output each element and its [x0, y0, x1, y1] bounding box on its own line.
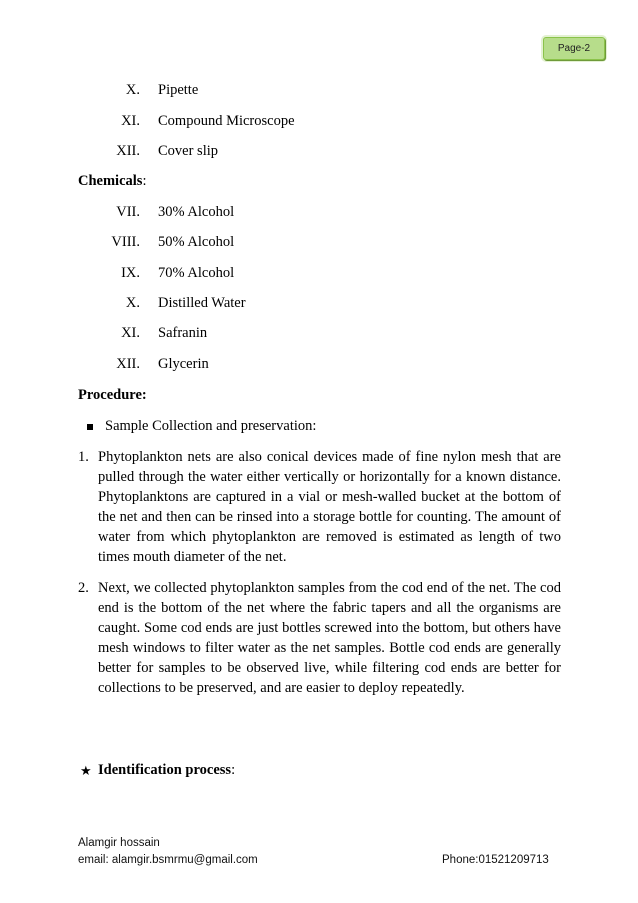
footer-author: Alamgir hossain [78, 837, 160, 849]
footer-email: email: alamgir.bsmrmu@gmail.com [78, 854, 258, 866]
step-number: 1. [78, 449, 89, 465]
procedure-step-paragraph: Next, we collected phytoplankton samples from the cod end of the net. The cod end is the bottom of the net where the fabric tapers and all the organisms are caught. Some cod ends are just bottles screwed into the bottom, but others have mesh windows to filter water as the net samples. Bottle cod ends are generally better for samples to be observed live, while filtering cod ends are better for collections to be preserved, and are easier to deploy repeatedly. [98, 580, 561, 696]
list-number: X. [125, 82, 140, 98]
list-item: Cover slip [158, 143, 219, 159]
list-number: XI. [121, 113, 140, 129]
list-item: 30% Alcohol [158, 204, 235, 220]
step-number: 2. [78, 580, 89, 596]
list-item: Safranin [158, 325, 208, 341]
list-number: XII. [116, 356, 140, 372]
list-number: IX. [121, 265, 140, 281]
list-item: 50% Alcohol [158, 234, 235, 250]
list-item: 70% Alcohol [158, 265, 235, 281]
list-number: VII. [116, 204, 140, 220]
list-item: Distilled Water [158, 295, 246, 311]
procedure-step-paragraph: Phytoplankton nets are also conical devices made of fine nylon mesh that are pulled through the water either vertically or horizontally for a known distance. Phytoplanktons are captured in a vial or mesh-walled bucket at the bottom of the net and then can be rinsed into a storage bottle for counting. The amount of water from which phytoplankton are removed is estimated as length of two times mouth diameter of the net. [98, 449, 561, 565]
list-number: X. [125, 295, 140, 311]
list-item: Compound Microscope [158, 113, 295, 129]
list-item: Pipette [158, 82, 199, 98]
chemicals-heading: Chemicals: [78, 173, 147, 189]
procedure-heading: Procedure: [78, 387, 147, 403]
list-number: VIII. [111, 234, 140, 250]
list-item: Glycerin [158, 356, 209, 372]
square-bullet-icon [87, 424, 93, 430]
list-number: XI. [121, 325, 140, 341]
identification-heading: Identification process: [98, 762, 236, 778]
star-bullet-icon: ★ [80, 763, 92, 778]
list-number: XII. [116, 143, 140, 159]
footer-phone: Phone:01521209713 [442, 854, 549, 866]
page-number-badge: Page-2 [543, 37, 605, 60]
sample-collection-subheading: Sample Collection and preservation: [105, 418, 317, 434]
